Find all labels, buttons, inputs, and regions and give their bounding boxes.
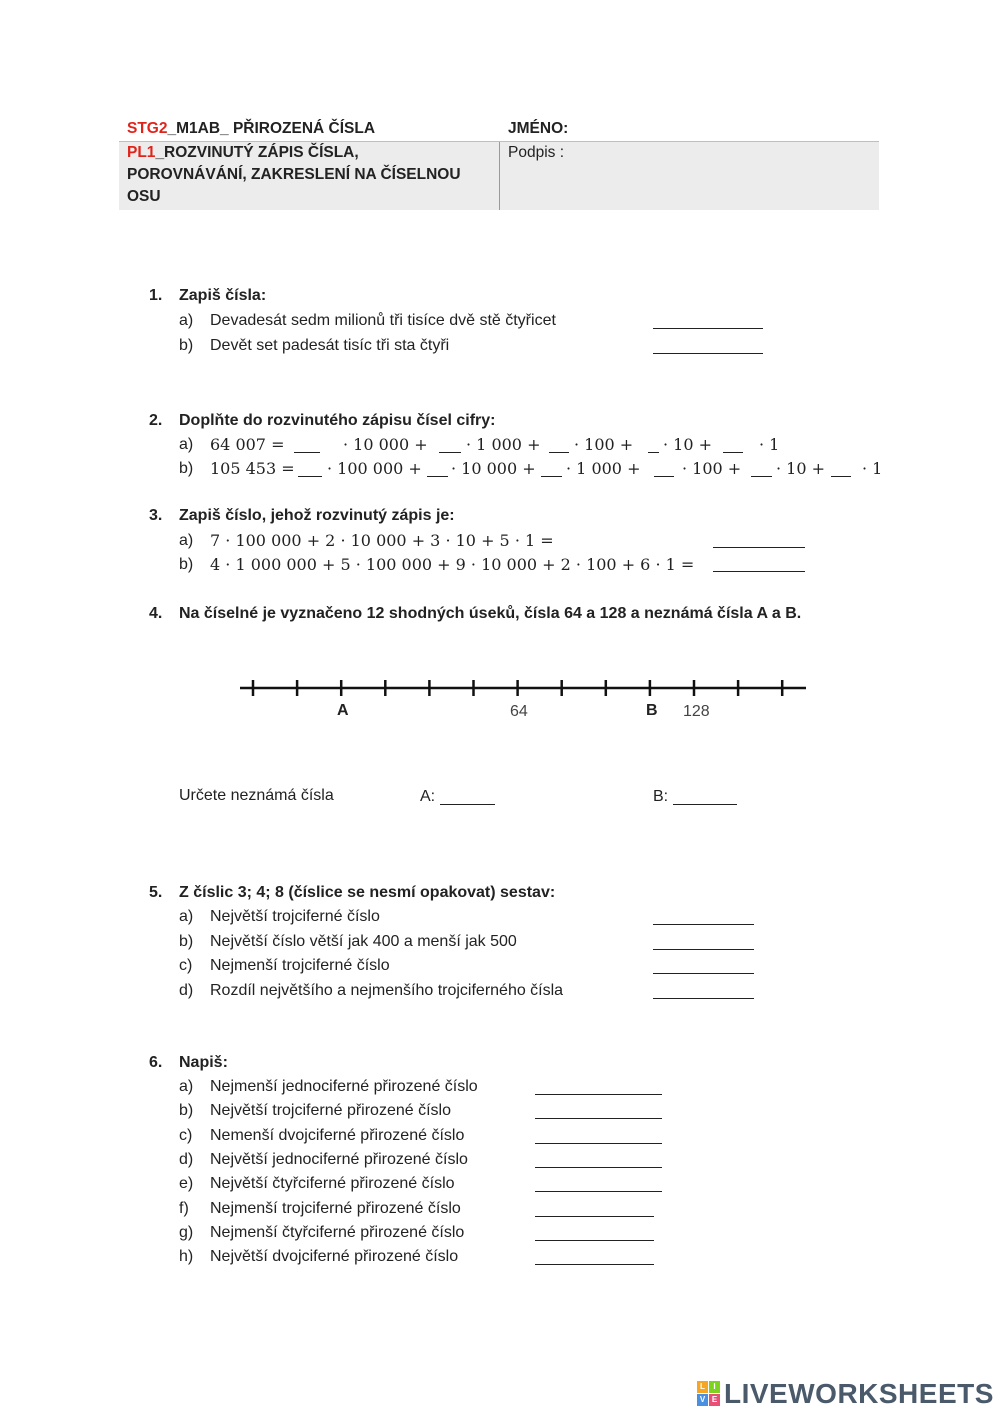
q2-a-term-2: · 1 000 + [466, 435, 541, 454]
header-divider [499, 142, 500, 210]
q2-a-term-4: · 10 + [663, 435, 713, 454]
q5-item-answer[interactable] [653, 984, 754, 999]
q6-item-letter: e) [179, 1175, 194, 1193]
q5-item-text: Rozdíl největšího a nejmenšího trojciferného čísla [210, 981, 564, 999]
label-b: B [646, 702, 658, 719]
q5-item-text: Největší číslo větší jak 400 a menší jak 500 [210, 932, 517, 950]
liveworksheets-logo [697, 1378, 994, 1410]
q6-title: Napiš: [179, 1054, 228, 1071]
q5-item-answer[interactable] [653, 910, 754, 925]
q6-item-answer[interactable] [535, 1250, 654, 1265]
q2-a-blank-5[interactable] [723, 438, 743, 453]
q6-item-letter: a) [179, 1078, 194, 1095]
q6-item-text: Největší čtyřciferné přirozené číslo [210, 1175, 455, 1193]
q1-item-a-text: Devadesát sedm milionů tři tisíce dvě stě čtyřicet [210, 312, 556, 329]
q6-item-letter: h) [179, 1248, 194, 1266]
q2-a-term-1: · 10 000 + [343, 435, 428, 454]
q2-b-term-1: · 100 000 + [327, 459, 422, 478]
q2-item-b-number: 105 453 = [210, 459, 295, 478]
label-a: A [337, 702, 349, 719]
q5-number: 5. [149, 884, 163, 901]
q1-item-a-letter: a) [179, 312, 194, 329]
q4-answer-b-field[interactable] [673, 790, 737, 805]
q3-item-b-expr: 4 · 1 000 000 + 5 · 100 000 + 9 · 10 000 + 2 · 100 + 6 · 1 = [210, 555, 695, 574]
q6-item-answer[interactable] [535, 1080, 662, 1095]
q5-item-text: Nejmenší trojciferné číslo [210, 957, 390, 974]
q6-item-text: Největší trojciferné přirozené číslo [210, 1102, 451, 1120]
q2-b-term-4: · 100 + [682, 459, 742, 478]
q2-b-blank-3[interactable] [541, 462, 562, 477]
q5-item-letter: d) [179, 981, 194, 999]
q6-item-answer[interactable] [535, 1226, 654, 1241]
q4-title: Na číselné je vyznačeno 12 shodných úseků, čísla 64 a 128 a neznámá čísla A a B. [179, 605, 802, 622]
q1-item-b-letter: b) [179, 337, 194, 354]
q1-item-b-answer[interactable] [653, 339, 763, 354]
q1-number: 1. [149, 287, 163, 304]
q6-item-text: Nejmenší trojciferné přirozené číslo [210, 1199, 461, 1217]
q2-b-blank-4[interactable] [654, 462, 674, 477]
q6-item-text: Nemenší dvojciferné přirozené číslo [210, 1126, 465, 1144]
label-128: 128 [683, 703, 710, 720]
label-64: 64 [510, 703, 528, 720]
q3-item-b-answer[interactable] [713, 557, 805, 572]
logo-text: LIVEWORKSHEETS [724, 1378, 994, 1409]
q1-title: Zapiš čísla: [179, 287, 267, 304]
q6-item-answer[interactable] [535, 1202, 654, 1217]
q1-item-b-text: Devět set padesát tisíc tři sta čtyři [210, 337, 450, 354]
q2-b-term-6: · 1 [862, 459, 883, 478]
q3-number: 3. [149, 507, 163, 524]
subtitle-line-3: OSU [127, 188, 161, 205]
logo-tile-l: L [697, 1381, 708, 1393]
q6-item-letter: b) [179, 1102, 194, 1120]
q5-title: Z číslic 3; 4; 8 (číslice se nesmí opakovat) sestav: [179, 884, 556, 901]
q2-a-blank-2[interactable] [439, 438, 461, 453]
q6-item-text: Nejmenší čtyřciferné přirozené číslo [210, 1223, 465, 1241]
q6-number: 6. [149, 1054, 163, 1071]
q3-title: Zapiš číslo, jehož rozvinutý zápis je: [179, 507, 455, 524]
q2-b-term-3: · 1 000 + [566, 459, 641, 478]
q4-number: 4. [149, 605, 163, 622]
q2-b-term-5: · 10 + [776, 459, 826, 478]
q2-a-blank-1[interactable] [294, 438, 320, 453]
q4-answer-a-field[interactable] [440, 790, 495, 805]
sub-red: PL1 [127, 144, 156, 161]
q3-item-a-letter: a) [179, 532, 194, 549]
logo-tile-i: I [709, 1381, 720, 1393]
q6-item-answer[interactable] [535, 1153, 662, 1168]
q5-item-letter: c) [179, 957, 193, 974]
q2-a-blank-4[interactable] [648, 438, 659, 453]
q6-item-answer[interactable] [535, 1104, 662, 1119]
signature-label: Podpis : [508, 144, 565, 161]
code-rest: _M1AB_ PŘIROZENÁ ČÍSLA [167, 120, 376, 137]
q2-item-b-letter: b) [179, 460, 194, 477]
q6-item-text: Největší jednociferné přirozené číslo [210, 1150, 468, 1168]
q3-item-a-answer[interactable] [713, 533, 805, 548]
q2-a-term-3: · 100 + [574, 435, 634, 454]
q6-item-text: Největší dvojciferné přirozené číslo [210, 1248, 459, 1266]
number-line [230, 672, 820, 732]
q3-item-a-expr: 7 · 100 000 + 2 · 10 000 + 3 · 10 + 5 · 1 = [210, 531, 554, 550]
q1-item-a-answer[interactable] [653, 314, 763, 329]
q5-item-answer[interactable] [653, 959, 754, 974]
q6-item-letter: c) [179, 1126, 193, 1144]
q2-b-term-2: · 10 000 + [451, 459, 536, 478]
q2-b-blank-6[interactable] [831, 462, 851, 477]
q4-answer-a-label: A: [420, 788, 436, 805]
logo-tile-v: V [697, 1394, 708, 1406]
q2-b-blank-1[interactable] [298, 462, 322, 477]
q6-item-text: Nejmenší jednociferné přirozené číslo [210, 1078, 478, 1095]
q6-item-answer[interactable] [535, 1129, 662, 1144]
q2-number: 2. [149, 412, 163, 429]
q6-item-answer[interactable] [535, 1177, 662, 1192]
liveworksheets-icon [697, 1381, 721, 1407]
q4-prompt: Určete neznámá čísla [179, 787, 334, 804]
q2-title: Doplňte do rozvinutého zápisu čísel cifry: [179, 412, 496, 429]
name-label: JMÉNO: [508, 120, 569, 137]
worksheet-code [127, 120, 375, 138]
logo-tile-e: E [709, 1394, 720, 1406]
code-red: STG2 [127, 120, 168, 137]
q2-b-blank-5[interactable] [751, 462, 772, 477]
q3-item-b-letter: b) [179, 556, 194, 573]
q6-item-letter: d) [179, 1150, 194, 1168]
header-table [119, 117, 879, 210]
q6-item-letter: g) [179, 1223, 194, 1241]
q2-a-blank-3[interactable] [549, 438, 569, 453]
q5-item-answer[interactable] [653, 935, 754, 950]
q5-item-letter: b) [179, 932, 194, 950]
q5-item-text: Největší trojciferné číslo [210, 908, 380, 925]
subtitle-line-2: POROVNÁVÁNÍ, ZAKRESLENÍ NA ČÍSELNOU [127, 166, 461, 183]
q2-item-a-letter: a) [179, 436, 194, 453]
sub-line-1: _ROZVINUTÝ ZÁPIS ČÍSLA, [155, 144, 359, 161]
q6-item-letter: f) [179, 1199, 189, 1217]
q2-item-a-number: 64 007 = [210, 435, 285, 454]
q2-a-term-5: · 1 [759, 435, 780, 454]
q5-item-letter: a) [179, 908, 194, 925]
q2-b-blank-2[interactable] [427, 462, 448, 477]
subtitle-line-1 [127, 144, 359, 162]
q4-answer-b-label: B: [653, 788, 669, 805]
